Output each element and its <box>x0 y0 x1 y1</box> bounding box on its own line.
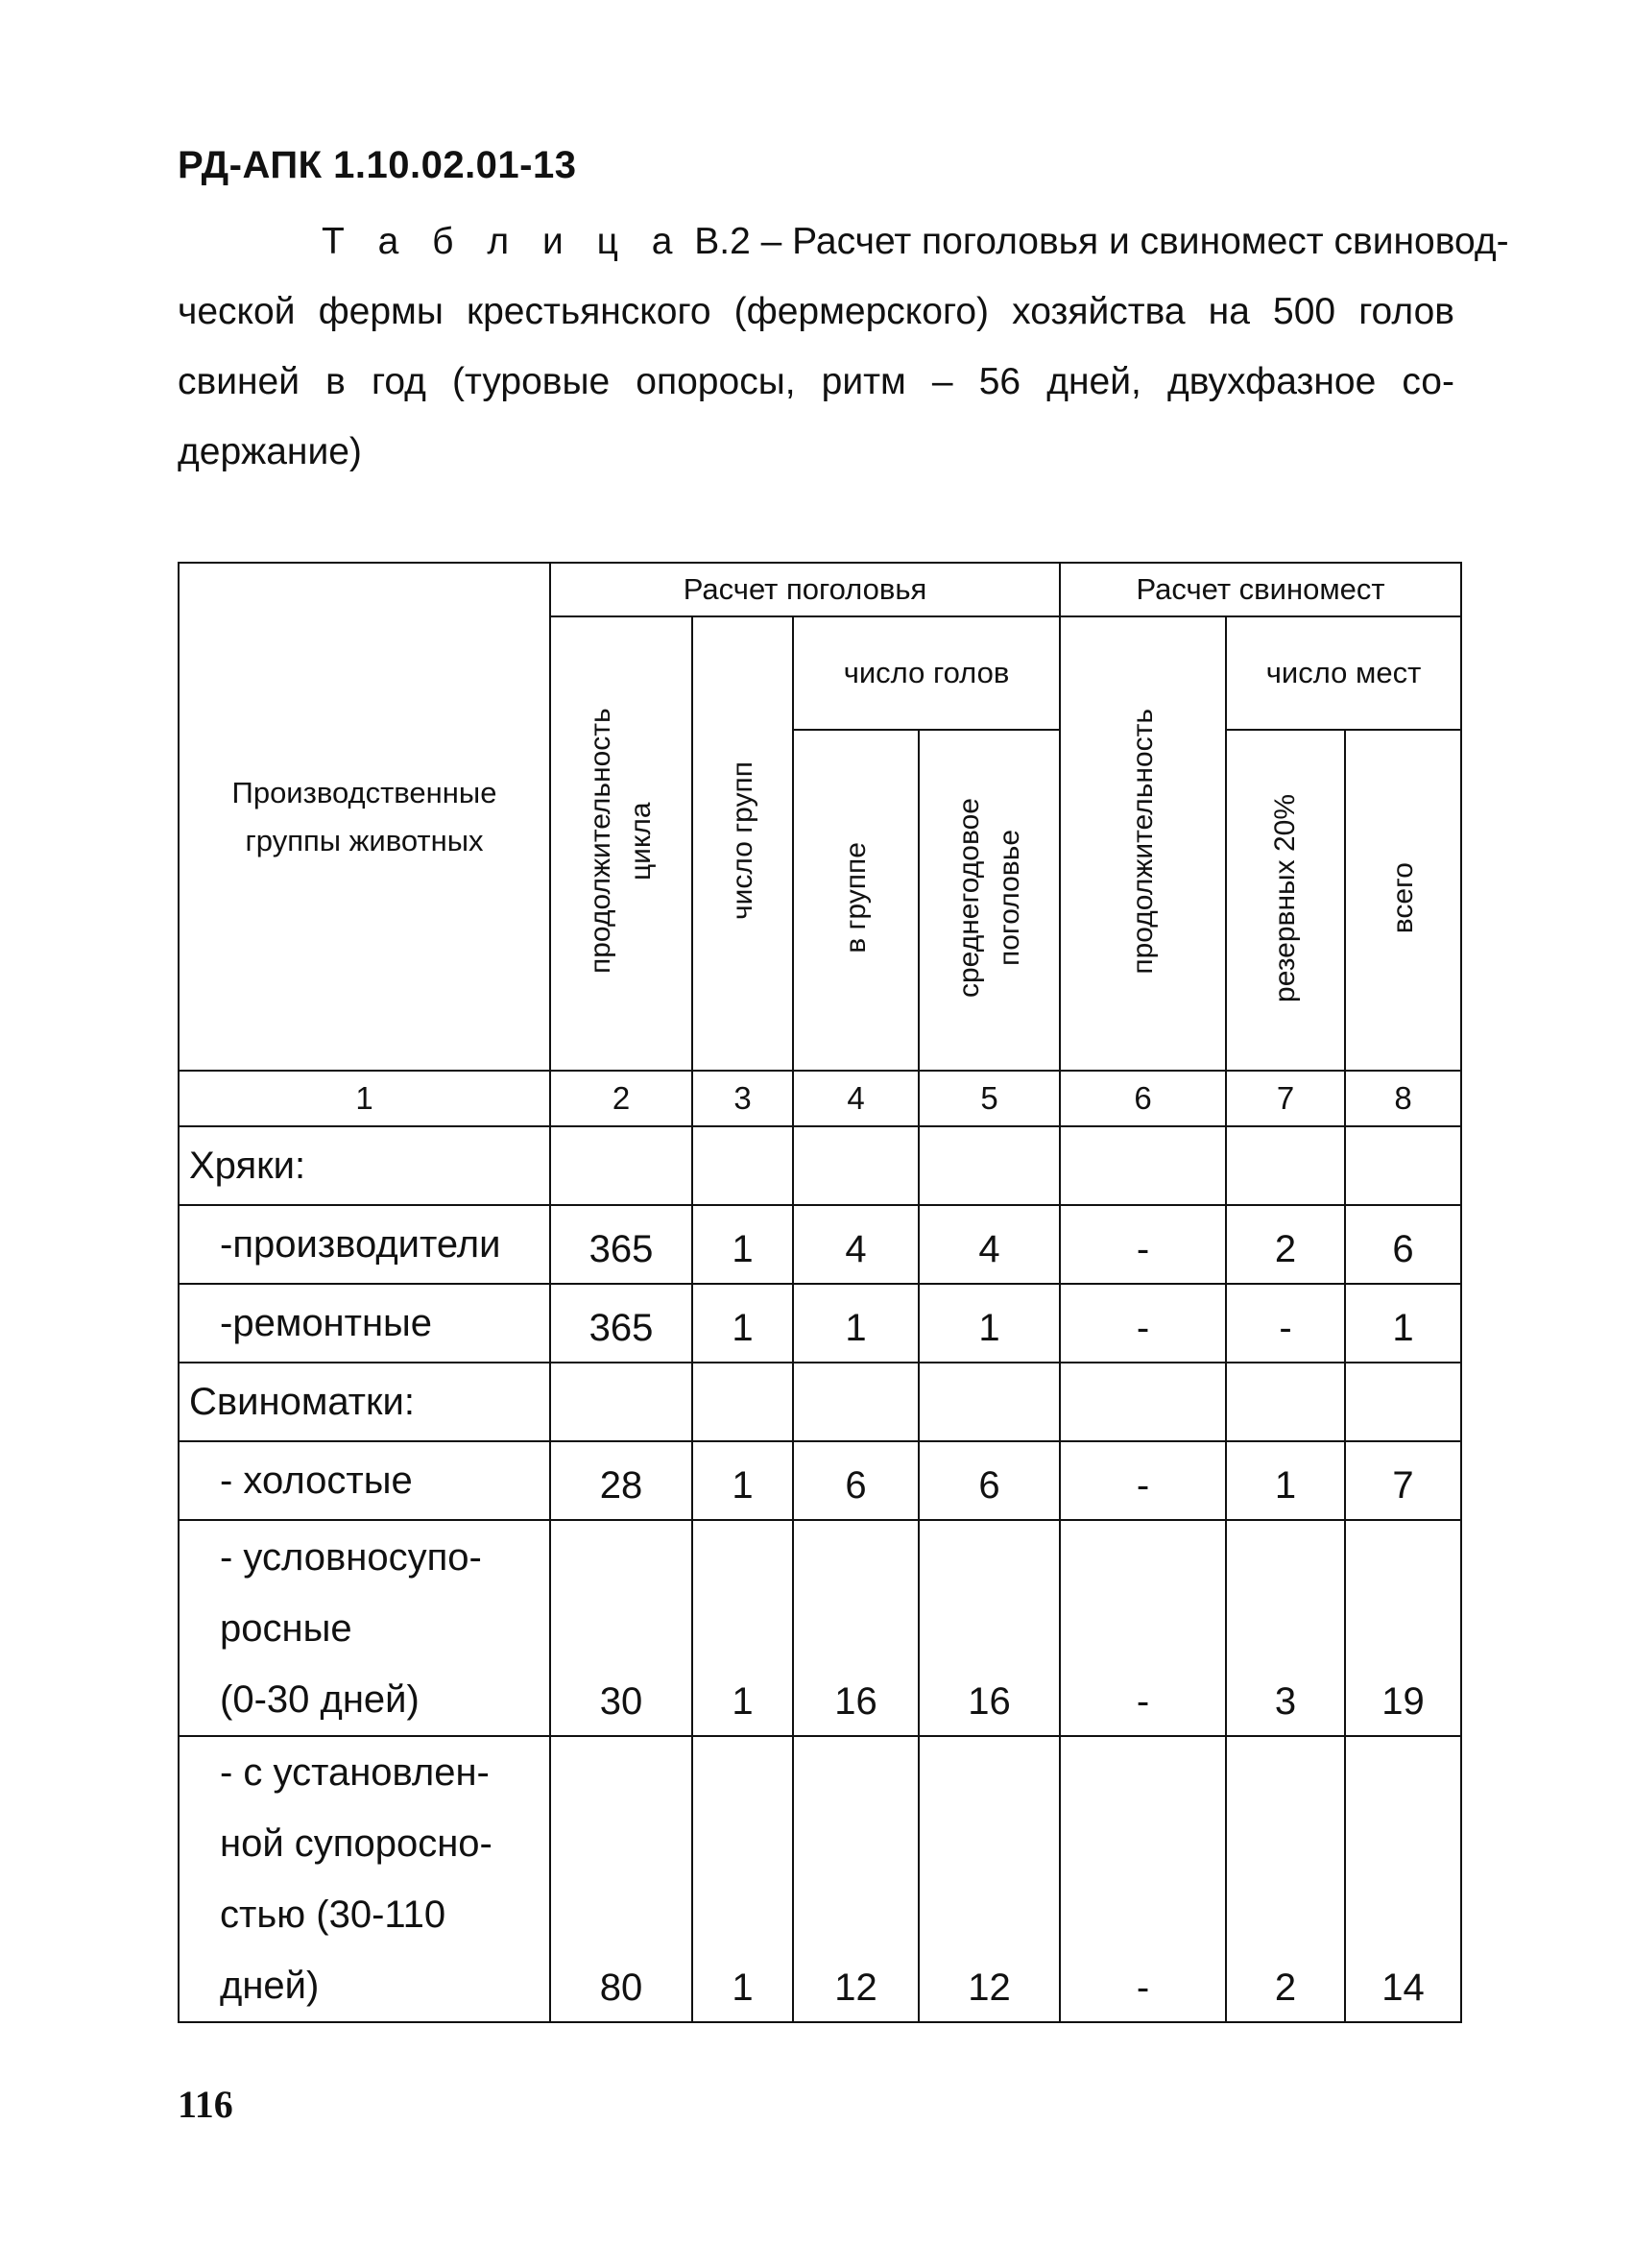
table-row-replacement <box>179 1284 1461 1363</box>
cell-value: - <box>1060 1736 1226 2022</box>
header-total-text: всего <box>1386 861 1419 934</box>
cell-value: 1 <box>919 1284 1060 1363</box>
column-number: 3 <box>692 1071 793 1126</box>
header-in-group <box>793 730 919 1071</box>
table-row-boars <box>179 1126 1461 1205</box>
cell-value: - <box>1060 1441 1226 1520</box>
header-production-groups: Производственные группы животных <box>179 563 550 1071</box>
row-label: - холостые <box>179 1441 550 1520</box>
cell-value <box>793 1126 919 1205</box>
cell-value: 1 <box>692 1736 793 2022</box>
header-cycle-duration-text: продолжительность цикла <box>585 708 657 975</box>
column-number: 6 <box>1060 1071 1226 1126</box>
cell-value <box>919 1126 1060 1205</box>
cell-value: 12 <box>793 1736 919 2022</box>
cell-value: 6 <box>919 1441 1060 1520</box>
table-row-conditionally-pregnant <box>179 1520 1461 1736</box>
cell-value: 4 <box>793 1205 919 1284</box>
cell-value: - <box>1060 1284 1226 1363</box>
cell-value: 7 <box>1345 1441 1461 1520</box>
row-label <box>179 1520 550 1736</box>
cell-value <box>550 1363 692 1441</box>
header-total <box>1345 730 1461 1071</box>
header-avg-yearly <box>919 730 1060 1071</box>
table-row-idle <box>179 1441 1461 1520</box>
table-row-sows <box>179 1363 1461 1441</box>
header-cycle-duration <box>550 616 692 1071</box>
cell-value <box>1226 1126 1345 1205</box>
cell-value: - <box>1060 1520 1226 1736</box>
document-code: РД-АПК 1.10.02.01-13 <box>178 144 577 186</box>
cell-value: 14 <box>1345 1736 1461 2022</box>
caption-line-3: свиней в год (туровые опоросы, ритм – 56 дней, двухфазное со- <box>178 361 1454 402</box>
header-duration <box>1060 616 1226 1071</box>
row-label-line: росные <box>220 1606 352 1650</box>
header-duration-text: продолжительность <box>1126 708 1159 975</box>
header-in-group-text: в группе <box>839 842 872 953</box>
column-number: 8 <box>1345 1071 1461 1126</box>
cell-value: 4 <box>919 1205 1060 1284</box>
row-label-line: - с установлен- <box>220 1751 490 1794</box>
column-number-row <box>179 1071 1461 1126</box>
cell-value: 1 <box>1345 1284 1461 1363</box>
cell-value: 16 <box>793 1520 919 1736</box>
cell-value <box>1345 1363 1461 1441</box>
row-label: Свиноматки: <box>179 1363 550 1441</box>
caption-table-label: Т а б л и ц а <box>322 221 684 262</box>
cell-value: 1 <box>692 1205 793 1284</box>
column-number: 1 <box>179 1071 550 1126</box>
column-number: 5 <box>919 1071 1060 1126</box>
cell-value: - <box>1060 1205 1226 1284</box>
cell-value <box>1060 1363 1226 1441</box>
cell-value: 16 <box>919 1520 1060 1736</box>
cell-value: 1 <box>793 1284 919 1363</box>
header-group-count <box>692 616 793 1071</box>
page-number: 116 <box>178 2083 233 2126</box>
row-label-line: стью (30-110 <box>220 1894 446 1936</box>
cell-value: 3 <box>1226 1520 1345 1736</box>
row-label: -ремонтные <box>179 1284 550 1363</box>
caption-line-1 <box>178 206 1509 277</box>
cell-value <box>1060 1126 1226 1205</box>
cell-value: 1 <box>692 1520 793 1736</box>
column-number: 7 <box>1226 1071 1345 1126</box>
headcount-table <box>178 562 1462 2023</box>
cell-value: 19 <box>1345 1520 1461 1736</box>
cell-value: 30 <box>550 1520 692 1736</box>
table-row-confirmed-pregnant <box>179 1736 1461 2022</box>
cell-value <box>550 1126 692 1205</box>
cell-value: 365 <box>550 1205 692 1284</box>
cell-value: 365 <box>550 1284 692 1363</box>
table-row-sires <box>179 1205 1461 1284</box>
cell-value: 28 <box>550 1441 692 1520</box>
row-label-line: - условносупо- <box>220 1535 482 1579</box>
table-caption <box>178 206 1509 487</box>
column-number: 4 <box>793 1071 919 1126</box>
column-number: 2 <box>550 1071 692 1126</box>
header-reserve-text: резервных 20% <box>1269 793 1302 1002</box>
row-label-line: дней) <box>220 1965 320 2007</box>
row-label-line: ной супоросно- <box>220 1822 492 1865</box>
header-head-count: число голов <box>793 616 1060 730</box>
cell-value: 1 <box>1226 1441 1345 1520</box>
header-avg-yearly-text: среднегодовое поголовье <box>952 798 1025 998</box>
cell-value: - <box>1226 1284 1345 1363</box>
header-place-count: число мест <box>1226 616 1461 730</box>
row-label <box>179 1736 550 2022</box>
header-group-count-text: число групп <box>726 761 758 921</box>
row-label: Хряки: <box>179 1126 550 1205</box>
caption-line-2: ческой фермы крестьянского (фермерского) хозяйства на 500 голов <box>178 291 1454 332</box>
cell-value <box>692 1126 793 1205</box>
cell-value <box>793 1363 919 1441</box>
cell-value: 2 <box>1226 1205 1345 1284</box>
cell-value: 1 <box>692 1441 793 1520</box>
header-headcount-calc: Расчет поголовья <box>550 563 1060 616</box>
cell-value <box>919 1363 1060 1441</box>
header-places-calc: Расчет свиномест <box>1060 563 1461 616</box>
cell-value: 6 <box>793 1441 919 1520</box>
cell-value: 80 <box>550 1736 692 2022</box>
caption-line-1-text: В.2 – Расчет поголовья и свиномест свиновод- <box>684 221 1509 262</box>
cell-value: 2 <box>1226 1736 1345 2022</box>
header-reserve <box>1226 730 1345 1071</box>
row-label: -производители <box>179 1205 550 1284</box>
row-label-line: (0-30 дней) <box>220 1677 420 1721</box>
cell-value: 1 <box>692 1284 793 1363</box>
cell-value <box>1226 1363 1345 1441</box>
cell-value <box>692 1363 793 1441</box>
caption-line-4: держание) <box>178 431 362 472</box>
cell-value <box>1345 1126 1461 1205</box>
cell-value: 6 <box>1345 1205 1461 1284</box>
cell-value: 12 <box>919 1736 1060 2022</box>
